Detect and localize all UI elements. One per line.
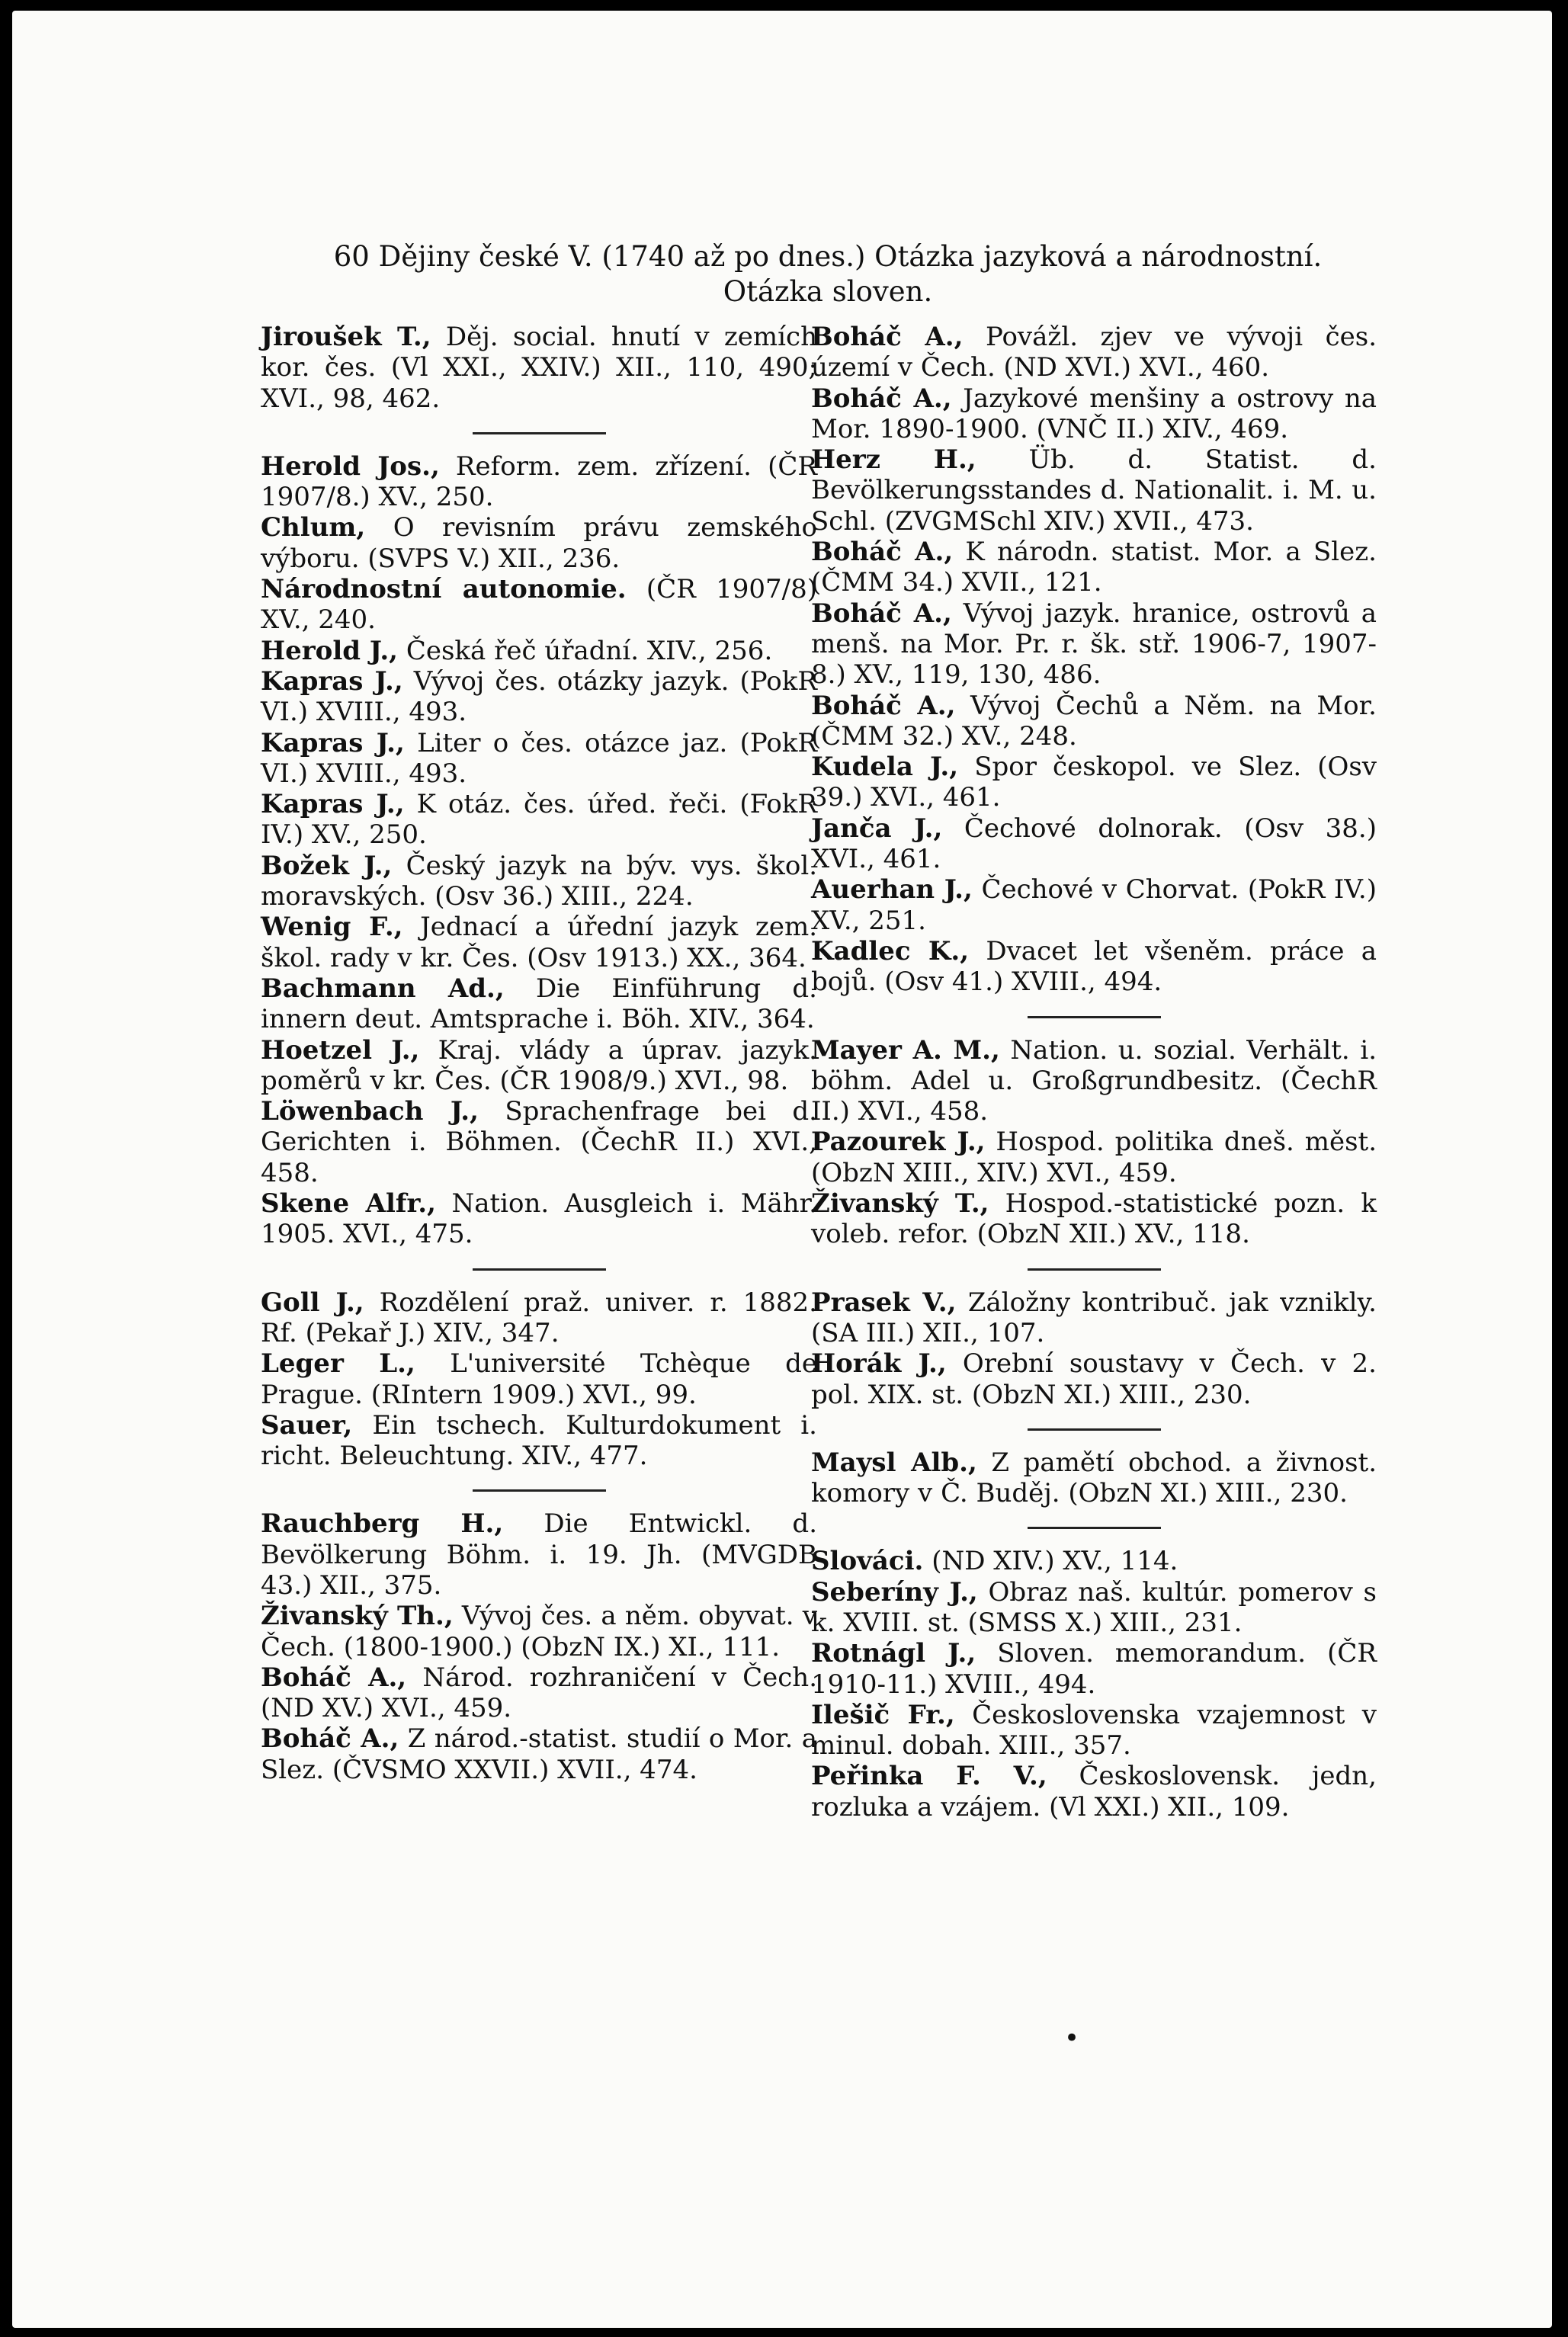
entry-citation: Sprachenfrage bei d. Gerichten i. Böhmen. (ČechR II.) XVI., 458. [261, 1096, 817, 1188]
page-sheet [12, 11, 1552, 2328]
left-column [261, 322, 817, 1785]
bibliography-entry [811, 1546, 1377, 1576]
entry-citation: Děj. social. hnutí v zemích kor. čes. (Vl XXI., XXIV.) XII., 110, 490; XVI., 98, 462. [261, 322, 817, 414]
entry-author: Leger L., [261, 1348, 415, 1380]
entry-citation: Kraj. vlády a úprav. jazyk. poměrů v kr. Čes. (ČR 1908/9.) XVI., 98. [261, 1034, 817, 1096]
entry-citation: K národn. statist. Mor. a Slez. (ČMM 34.) XVII., 121. [811, 537, 1377, 598]
entry-author: Wenig F., [261, 912, 403, 943]
entry-author: Herold Jos., [261, 450, 440, 482]
bibliography-entry [811, 1188, 1377, 1250]
entry-author: Löwenbach J., [261, 1096, 479, 1127]
entry-author: Bachmann Ad., [261, 973, 505, 1004]
entry-author: Slováci. [811, 1546, 924, 1577]
entry-author: Boháč A., [261, 1723, 399, 1755]
entry-citation: L'université Tchèque de Prague. (RIntern 1909.) XVI., 99. [261, 1348, 818, 1410]
entry-citation: O revisním právu zemského výboru. (SVPS V.) XII., 236. [261, 512, 818, 574]
entry-citation: Hospod.-statistické pozn. k voleb. refor. (ObzN XII.) XV., 118. [811, 1188, 1377, 1250]
entry-author: Kapras J., [261, 789, 405, 820]
entry-author: Živanský Th., [261, 1601, 454, 1632]
bibliography-entry [811, 1761, 1377, 1822]
bibliography-entry [811, 752, 1377, 813]
bibliography-entry [261, 1096, 817, 1188]
bibliography-entry [261, 1723, 817, 1785]
entry-author: Goll J., [261, 1287, 364, 1318]
entry-citation: (ČR 1907/8) XV., 240. [261, 574, 817, 636]
entry-author: Skene Alfr., [261, 1188, 436, 1220]
bibliography-entry [811, 1638, 1377, 1700]
bibliography-entry [261, 1287, 817, 1349]
stray-ink-mark: • [1064, 2023, 1080, 2053]
entry-author: Jiroušek T., [261, 322, 431, 352]
entry-citation: Nation. Ausgleich i. Mähr. 1905. XVI., 475. [261, 1188, 817, 1250]
entry-citation: Liter o čes. otázce jaz. (PokR VI.) XVIII., 493. [261, 727, 818, 789]
bibliography-entry [261, 1188, 817, 1250]
entry-author: Boháč A., [811, 537, 954, 568]
bibliography-entry [261, 636, 817, 666]
bibliography-entry [811, 322, 1377, 383]
entry-citation: Čechové dolnorak. (Osv 38.) XVI., 461. [811, 813, 1377, 875]
bibliography-entry [811, 874, 1377, 936]
entry-citation: Hospod. politika dneš. měst. (ObzN XIII., XIV.) XVI., 459. [811, 1127, 1377, 1188]
bibliography-entry [261, 851, 817, 912]
entry-citation: Spor českopol. ve Slez. (Osv 39.) XVI., 461. [811, 752, 1377, 813]
entry-citation: Dvacet let všeněm. práce a bojů. (Osv 41.) XVIII., 494. [811, 935, 1377, 998]
entry-citation: Národ. rozhraničení v Čech. (ND XV.) XVI., 459. [261, 1662, 818, 1724]
bibliography-entry [261, 512, 817, 574]
entry-citation: Vývoj čes. otázky jazyk. (PokR VI.) XVIII., 493. [261, 665, 817, 728]
entry-citation: Povážl. zjev ve vývoji čes. území v Čech. (ND XVI.) XVI., 460. [811, 322, 1377, 383]
bibliography-entry [811, 1700, 1377, 1762]
entry-citation: Sloven. memorandum. (ČR 1910-11.) XVIII., 494. [811, 1638, 1377, 1700]
bibliography-entry [261, 1035, 817, 1097]
page-header [256, 239, 1400, 309]
entry-author: Boháč A., [811, 322, 964, 352]
entry-author: Kadlec K., [811, 935, 970, 967]
bibliography-entry [811, 1127, 1377, 1188]
entry-author: Boháč A., [261, 1662, 407, 1693]
bibliography-entry [261, 666, 817, 728]
entry-citation: Reform. zem. zřízení. (ČR 1907/8.) XV., 250. [261, 450, 817, 513]
entry-author: Boháč A., [811, 598, 952, 629]
entry-citation: Čechové v Chorvat. (PokR IV.) XV., 251. [811, 874, 1377, 936]
entry-author: Horák J., [811, 1348, 947, 1380]
section-divider [473, 1268, 606, 1271]
section-divider [1028, 1428, 1161, 1431]
entry-author: Pazourek J., [811, 1127, 986, 1158]
right-column [811, 322, 1377, 1822]
entry-author: Kapras J., [261, 727, 405, 758]
bibliography-entry [261, 728, 817, 790]
entry-author: Národnostní autonomie. [261, 574, 627, 605]
header-line-1: 60 Dějiny české V. (1740 až po dnes.) Otázka jazyková a národnostní. [333, 240, 1323, 273]
bibliography-entry [261, 1662, 817, 1724]
entry-author: Seberíny J., [811, 1576, 978, 1608]
bibliography-entry [261, 789, 817, 851]
entry-author: Mayer A. M., [811, 1034, 1000, 1066]
bibliography-entry [811, 1577, 1377, 1639]
bibliography-entry [811, 1348, 1377, 1410]
entry-citation: Ein tschech. Kulturdokument i. richt. Beleuchtung. XIV., 477. [261, 1409, 817, 1472]
entry-author: Maysl Alb., [811, 1447, 977, 1478]
entry-citation: Z pamětí obchod. a živnost. komory v Č. Buděj. (ObzN XI.) XIII., 230. [811, 1447, 1377, 1509]
section-divider [473, 1489, 606, 1492]
section-divider [473, 432, 606, 434]
entry-author: Herold J., [261, 635, 398, 666]
entry-citation: Československa vzajemnost v minul. dobah. XIII., 357. [811, 1699, 1377, 1762]
entry-citation: Vývoj Čechů a Něm. na Mor. (ČMM 32.) XV., 248. [811, 690, 1377, 752]
entry-author: Boháč A., [811, 690, 956, 721]
bibliography-entry [811, 1447, 1377, 1509]
entry-citation: Český jazyk na býv. vys. škol. moravských. (Osv 36.) XIII., 224. [261, 850, 818, 912]
entry-author: Auerhan J., [811, 874, 973, 906]
entry-author: Prasek V., [811, 1287, 957, 1318]
entry-author: Božek J., [261, 850, 393, 881]
entry-citation: Orební soustavy v Čech. v 2. pol. XIX. st. (ObzN XI.) XIII., 230. [811, 1348, 1377, 1410]
bibliography-entry [261, 1410, 817, 1472]
entry-author: Peřinka F. V., [811, 1761, 1047, 1792]
entry-citation: Die Einführung d. innern deut. Amtsprache i. Böh. XIV., 364. [261, 973, 817, 1035]
entry-citation: Česká řeč úřadní. XIV., 256. [406, 635, 773, 666]
section-divider [1028, 1268, 1161, 1271]
entry-citation: Jednací a úřední jazyk zem. škol. rady v kr. Čes. (Osv 1913.) XX., 364. [261, 912, 817, 973]
entry-author: Živanský T., [811, 1188, 989, 1220]
entry-author: Rotnágl J., [811, 1638, 976, 1669]
bibliography-entry [261, 1508, 817, 1601]
entry-citation: Die Entwickl. d. Bevölkerung Böhm. i. 19. Jh. (MVGDB 43.) XII., 375. [261, 1508, 817, 1601]
bibliography-entry [261, 1348, 817, 1410]
entry-citation: Československ. jedn, rozluka a vzájem. (Vl XXI.) XII., 109. [811, 1761, 1377, 1822]
entry-author: Chlum, [261, 512, 366, 543]
bibliography-entry [811, 383, 1377, 445]
entry-citation: Jazykové menšiny a ostrovy na Mor. 1890-1900. (VNČ II.) XIV., 469. [811, 383, 1377, 444]
entry-author: Sauer, [261, 1409, 353, 1441]
bibliography-entry [261, 912, 817, 973]
bibliography-entry [261, 1601, 817, 1662]
header-line-2: Otázka sloven. [723, 275, 933, 308]
entry-citation: Vývoj jazyk. hranice, ostrovů a menš. na Mor. Pr. r. šk. stř. 1906-7, 1907-8.) XV., 119, 130, 486. [811, 598, 1377, 691]
entry-citation: Rozdělení praž. univer. r. 1882. Rf. (Pekař J.) XIV., 347. [261, 1287, 817, 1348]
entry-citation: K otáz. čes. úřed. řeči. (FokR IV.) XV., 250. [261, 789, 818, 851]
entry-author: Herz H., [811, 444, 976, 476]
entry-author: Boháč A., [811, 383, 952, 414]
entry-author: Kapras J., [261, 665, 403, 697]
bibliography-entry [811, 598, 1377, 691]
bibliography-entry [261, 574, 817, 636]
bibliography-entry [811, 1035, 1377, 1127]
bibliography-entry [811, 1287, 1377, 1349]
entry-author: Janča J., [811, 813, 943, 844]
bibliography-entry [811, 444, 1377, 537]
entry-author: Rauchberg H., [261, 1508, 504, 1540]
entry-citation: Üb. d. Statist. d. Bevölkerungsstandes d. Nationalit. i. M. u. Schl. (ZVGMSchl XIV.) XVII., 473. [811, 444, 1377, 537]
bibliography-entry [811, 537, 1377, 598]
entry-author: Kudela J., [811, 752, 959, 783]
entry-citation: Obraz naš. kultúr. pomerov s k. XVIII. st. (SMSS X.) XIII., 231. [811, 1576, 1377, 1638]
bibliography-entry [261, 451, 817, 513]
section-divider [1028, 1016, 1161, 1018]
bibliography-entry [811, 691, 1377, 752]
entry-citation: Z národ.-statist. studií o Mor. a Slez. (ČVSMO XXVII.) XVII., 474. [261, 1723, 817, 1785]
bibliography-entry [811, 813, 1377, 875]
bibliography-entry [811, 936, 1377, 998]
bibliography-entry [261, 973, 817, 1035]
entry-author: Ilešič Fr., [811, 1699, 955, 1730]
entry-citation: Nation. u. sozial. Verhält. i. böhm. Adel u. Großgrundbesitz. (ČechR II.) XVI., 458. [811, 1034, 1377, 1127]
bibliography-entry [261, 322, 817, 414]
entry-citation: Záložny kontribuč. jak vznikly. (SA III.) XII., 107. [811, 1287, 1377, 1348]
entry-citation: (ND XIV.) XV., 114. [932, 1546, 1178, 1577]
entry-citation: Vývoj čes. a něm. obyvat. v Čech. (1800-1900.) (ObzN IX.) XI., 111. [261, 1601, 817, 1662]
entry-author: Hoetzel J., [261, 1034, 420, 1066]
section-divider [1028, 1527, 1161, 1529]
